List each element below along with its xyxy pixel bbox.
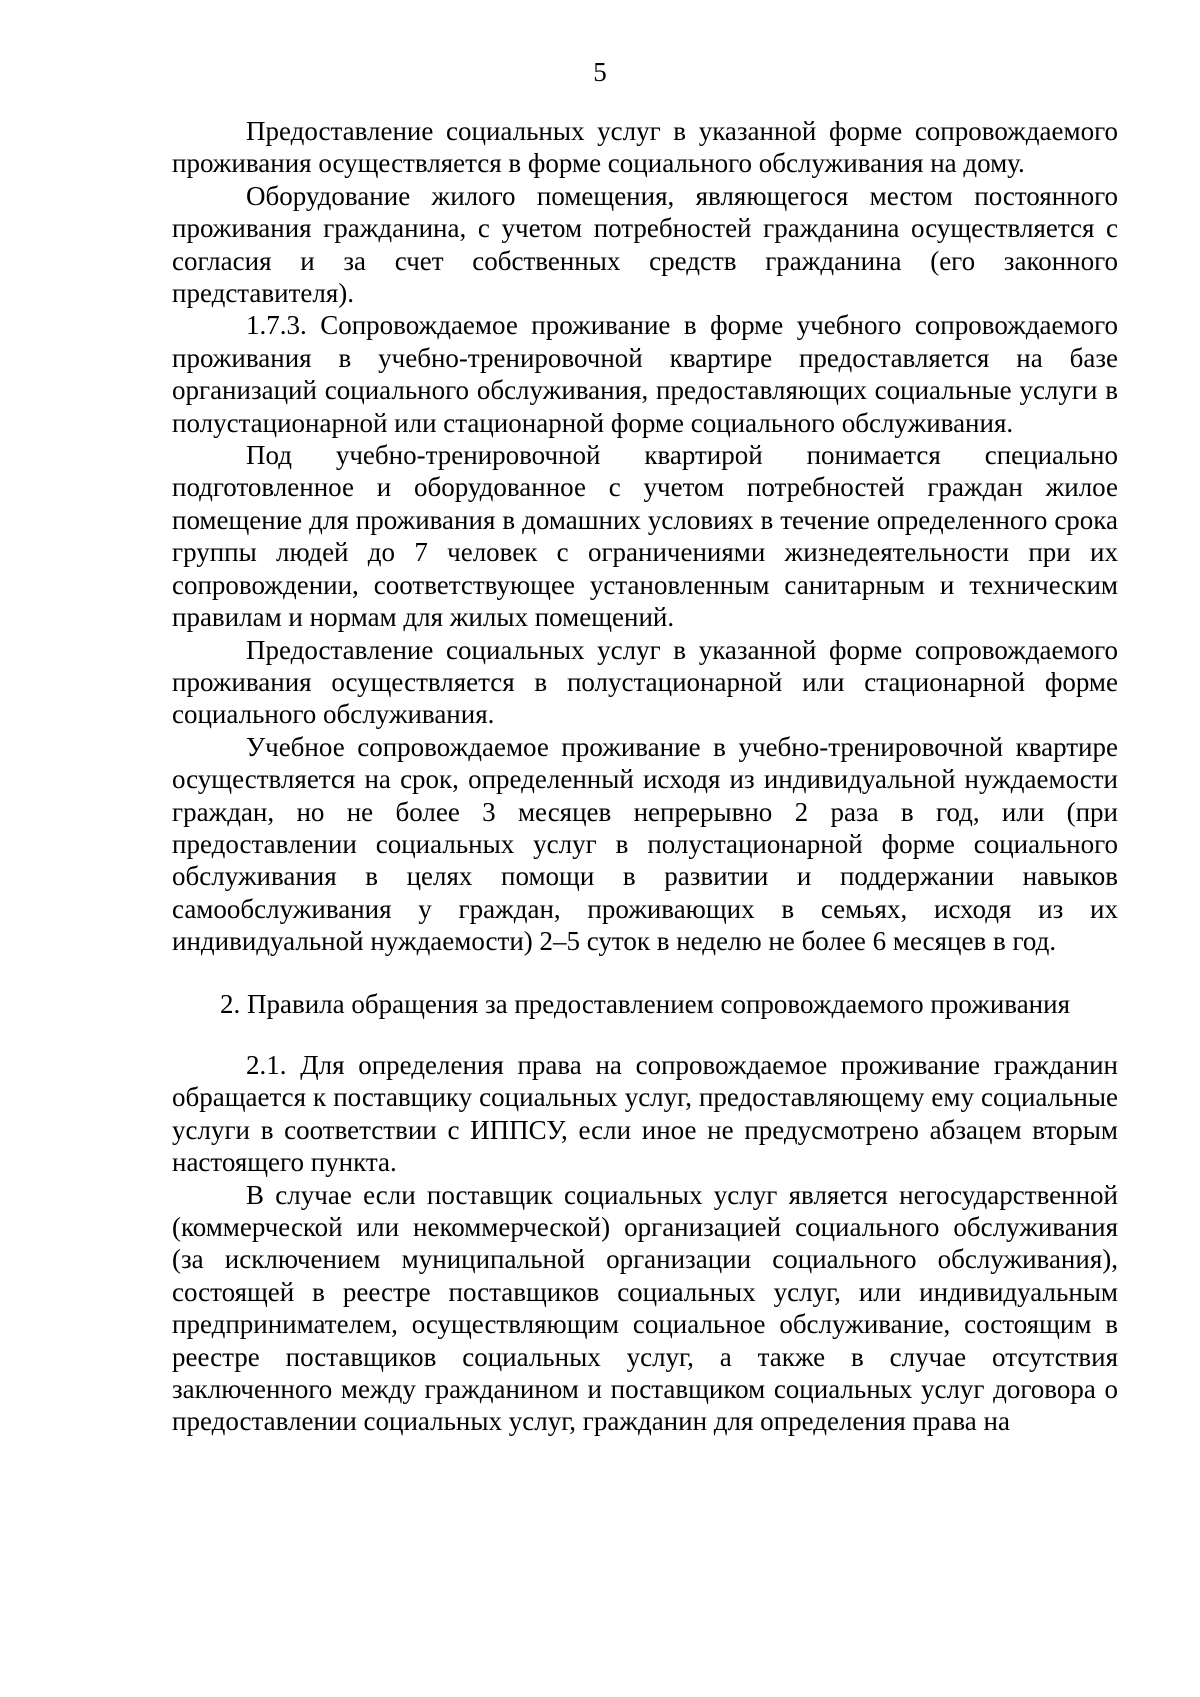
paragraph: В случае если поставщик социальных услуг является негосударственной (коммерческой или некоммерческой) организацией социального обслуживания (за исключением муниципальной организации социального обслуживания), состоящей в реестре поставщиков социальных услуг, или индивидуальным предпринимателем, осуществляющим социальное обслуживание, состоящим в реестре поставщиков социальных услуг, а также в случае отсутствия заключенного между гражданином и поставщиком социальных услуг договора о предоставлении социальных услуг, гражданин для определения права на: [172, 1179, 1118, 1437]
paragraph: 1.7.3. Сопровождаемое проживание в форме учебного сопровождаемого проживания в учебно-тренировочной квартире предоставляется на базе организаций социального обслуживания, предоставляющих социальные услуги в полустационарной или стационарной форме социального обслуживания.: [172, 310, 1118, 438]
document-body: [172, 115, 1118, 1438]
paragraph: Оборудование жилого помещения, являющегося местом постоянного проживания гражданина, с учетом потребностей гражданина осуществляется с согласия и за счет собственных средств гражданина (его законного представителя).: [172, 180, 1118, 309]
paragraph: Учебное сопровождаемое проживание в учебно-тренировочной квартире осуществляется на срок, определенный исходя из индивидуальной нуждаемости граждан, но не более 3 месяцев непрерывно 2 раза в год, или (при предоставлении социальных услуг в полустационарной форме социального обслуживания в целях помощи в развитии и поддержании навыков самообслуживания у граждан, проживающих в семьях, исходя из их индивидуальной нуждаемости) 2–5 суток в неделю не более 6 месяцев в год.: [172, 731, 1118, 957]
paragraph: Под учебно-тренировочной квартирой понимается специально подготовленное и оборудованное с учетом потребностей граждан жилое помещение для проживания в домашних условиях в течение определенного срока группы людей до 7 человек с ограничениями жизнедеятельности при их сопровождении, соответствующее установленным санитарным и техническим правилам и нормам для жилых помещений.: [172, 440, 1118, 633]
paragraph: 2.1. Для определения права на сопровождаемое проживание гражданин обращается к поставщику социальных услуг, предоставляющему ему социальные услуги в соответствии с ИППСУ, если иное не предусмотрено абзацем вторым настоящего пункта.: [172, 1049, 1118, 1178]
paragraph: Предоставление социальных услуг в указанной форме сопровождаемого проживания осуществляется в форме социального обслуживания на дому.: [172, 116, 1118, 179]
paragraph: Предоставление социальных услуг в указанной форме сопровождаемого проживания осуществляется в полустационарной или стационарной форме социального обслуживания.: [172, 634, 1118, 730]
section-heading: 2. Правила обращения за предоставлением сопровождаемого проживания: [220, 988, 1070, 1019]
page-number: 5: [593, 57, 607, 87]
